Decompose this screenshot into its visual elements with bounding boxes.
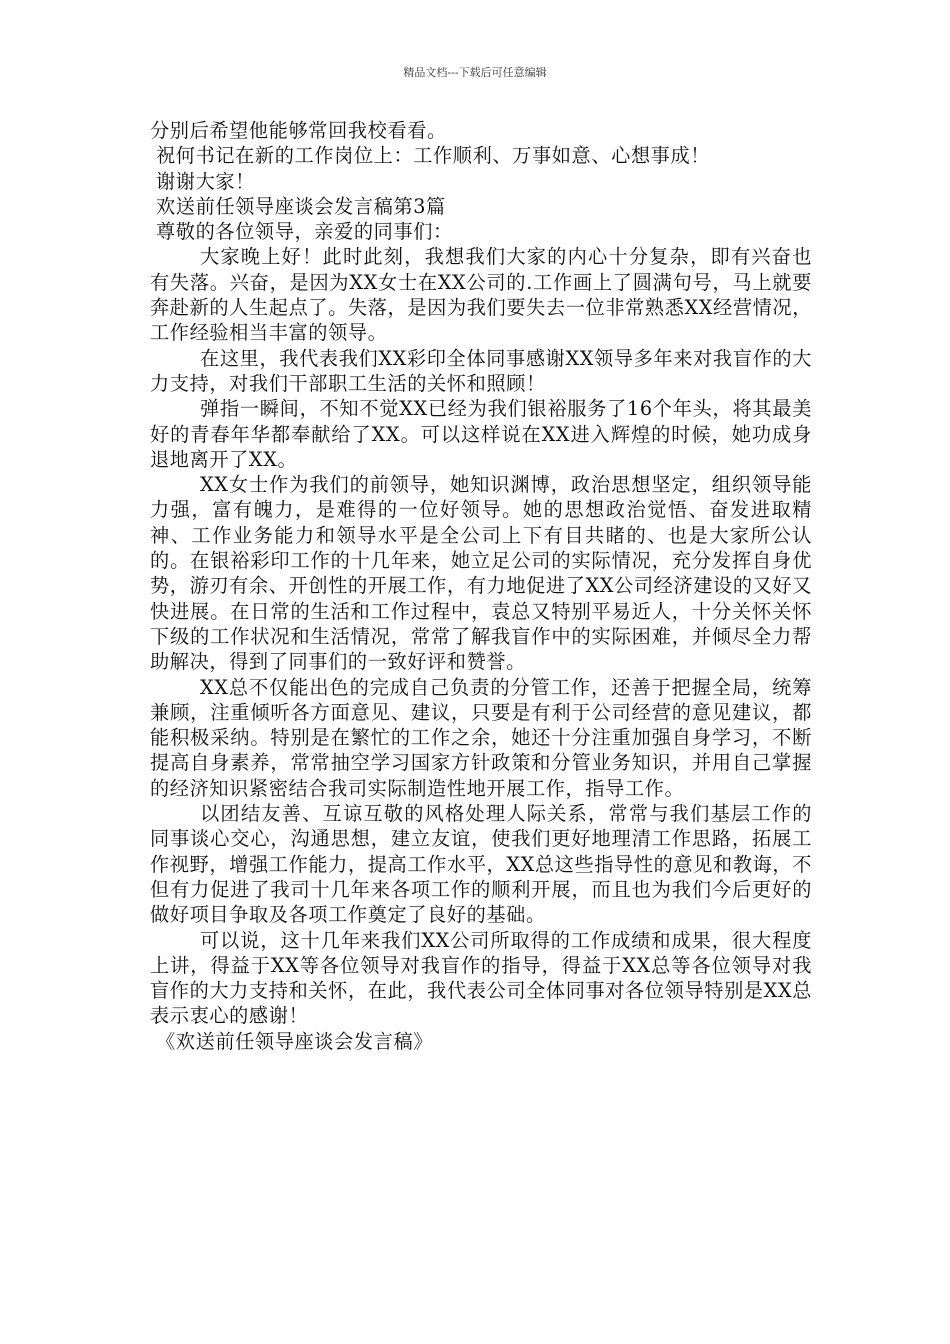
- paragraph: XX总不仅能出色的完成自己负责的分管工作，还善于把握全局，统筹兼顾，注重倾听各方面意见、建议，只要是有利于公司经营的意见建议，都能积极采纳。特别是在繁忙的工作之余，她还十分注重加强自身学习，不断提高自身素养，常常抽空学习国家方针政策和分管业务知识，并用自己掌握的经济知识紧密结合我司实际制造性地开展工作，指导工作。: [150, 675, 812, 800]
- text-line: 分别后希望他能够常回我校看看。: [150, 119, 447, 142]
- text-line: 谢谢大家！: [156, 169, 255, 193]
- paragraph: 以团结友善、互谅互敬的风格处理人际关系，常常与我们基层工作的同事谈心交心，沟通思想，建立友谊，使我们更好地理清工作思路，拓展工作视野，增强工作能力，提高工作水平，XX总这些指导性的意见和教诲，不但有力促进了我司十几年来各项工作的顺利开展，而且也为我们今后更好的做好项目争取及各项工作奠定了良好的基础。: [150, 802, 812, 927]
- section-title: 欢送前任领导座谈会发言稿第3篇: [156, 194, 446, 218]
- salutation: 尊敬的各位领导，亲爱的同事们：: [156, 220, 453, 244]
- paragraph: 大家晚上好！此时此刻，我想我们大家的内心十分复杂，即有兴奋也有失落。兴奋，是因为XX女士在XX公司的.工作画上了圆满句号，马上就要奔赴新的人生起点了。失落，是因为我们要失去一位非常熟悉XX经营情况，工作经验相当丰富的领导。: [150, 245, 812, 345]
- page-header: 精品文档---下载后可任意编辑: [403, 66, 547, 79]
- paragraph: 在这里，我代表我们XX彩印全体同事感谢XX领导多年来对我盲作的大力支持，对我们干部职工生活的关怀和照顾！: [150, 346, 812, 395]
- document-body: [150, 118, 812, 1054]
- paragraph: 可以说，这十几年来我们XX公司所取得的工作成绩和成果，很大程度上讲，得益于XX等各位领导对我盲作的指导，得益于XX总等各位领导对我盲作的大力支持和关怀，在此，我代表公司全体同事对各位领导特别是XX总表示衷心的感谢！: [150, 928, 812, 1028]
- text-line: 祝何书记在新的工作岗位上：工作顺利、万事如意、心想事成！: [156, 144, 711, 168]
- closing-title: 《欢送前任领导座谈会发言稿》: [156, 1029, 434, 1053]
- paragraph: XX女士作为我们的前领导，她知识渊博，政治思想坚定，组织领导能力强，富有魄力，是难得的一位好领导。她的思想政治觉悟、奋发进取精神、工作业务能力和领导水平是全公司上下有目共睹的、也是大家所公认的。在银裕彩印工作的十几年来，她立足公司的实际情况，充分发挥自身优势，游刃有余、开创性的开展工作，有力地促进了XX公司经济建设的又好又快进展。在日常的生活和工作过程中，袁总又特别平易近人，十分关怀关怀下级的工作状况和生活情况，常常了解我盲作中的实际困难，并倾尽全力帮助解决，得到了同事们的一致好评和赞誉。: [150, 473, 812, 674]
- paragraph: 弹指一瞬间，不知不觉XX已经为我们银裕服务了16个年头，将其最美好的青春年华都奉献给了XX。可以这样说在XX进入辉煌的时候，她功成身退地离开了XX。: [150, 397, 812, 471]
